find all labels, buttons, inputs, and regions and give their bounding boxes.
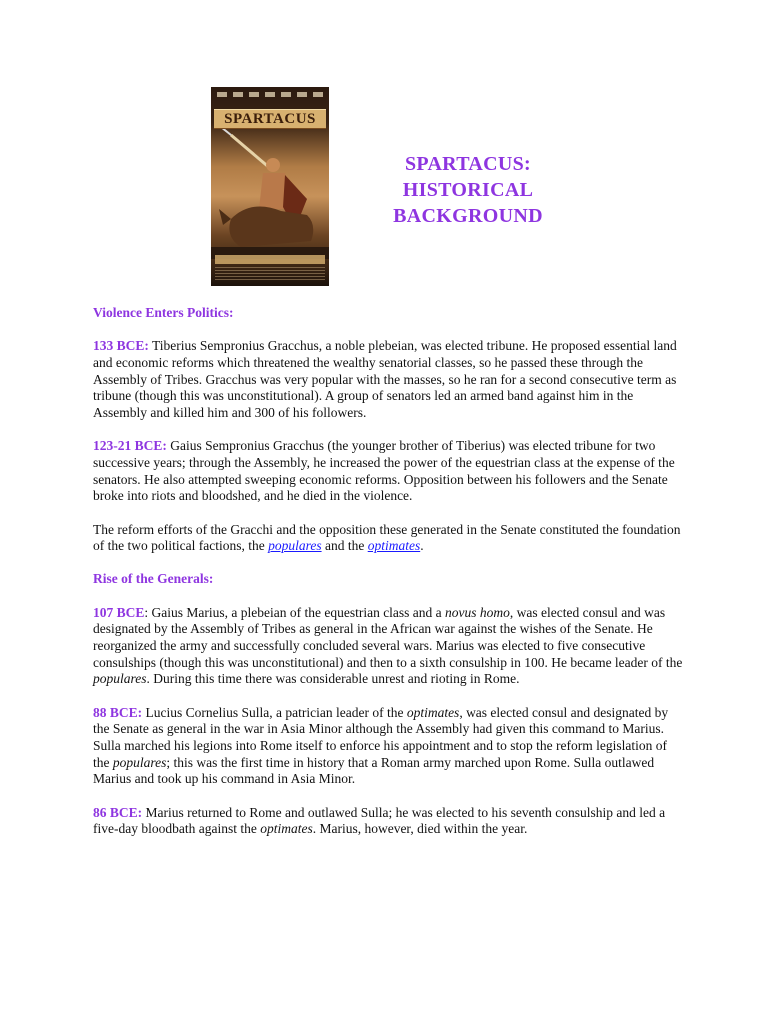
- paragraph-text: . Marius, however, died within the year.: [312, 821, 528, 837]
- optimates-link[interactable]: optimates: [367, 538, 421, 554]
- title-line-3: BACKGROUND: [393, 205, 543, 227]
- italic-term: optimates: [406, 704, 460, 720]
- poster-cast-names: [217, 90, 323, 99]
- paragraph-text: and the: [321, 538, 368, 554]
- italic-term: novus homo: [445, 604, 510, 620]
- paragraph-factions: [93, 522, 683, 555]
- date-label: 107 BCE: [93, 604, 145, 620]
- paragraph-text: Lucius Cornelius Sulla, a patrician leader of the: [142, 704, 407, 720]
- page-title: [358, 151, 578, 229]
- paragraph-text: Gaius Sempronius Gracchus (the younger brother of Tiberius) was elected tribune for two successive years; through the Assembly, he increased the power of the equestrian class at the expense of the senators. He also attempted sweeping economic reforms. Opposition between his followers and the Senate broke into riots and bloodshed, and he died in the violence.: [93, 438, 675, 504]
- paragraph-133-bce: [93, 338, 683, 422]
- paragraph-text: , was elected consul and designated by the Senate as general in the war in Asia Minor although the Assembly had given this command to Marius. Sulla marched his legions into Rome itself to enforce his appointment and to stop the reform legislation of the: [93, 704, 669, 770]
- paragraph-text: ; this was the first time in history that a Roman army marched upon Rome. Sulla outlawed Marius and took up his command in Asia Minor.: [93, 754, 655, 787]
- paragraph-text: .: [420, 538, 424, 554]
- populares-link[interactable]: populares: [268, 538, 322, 554]
- title-line-1: SPARTACUS:: [404, 153, 531, 175]
- paragraph-123-21-bce: [93, 438, 683, 505]
- spartacus-poster-image: [211, 87, 329, 286]
- paragraph-text: Marius returned to Rome and outlawed Sulla; he was elected to his seventh consulship and led a five-day bloodbath against the: [93, 804, 666, 837]
- date-label: 133 BCE:: [93, 338, 149, 354]
- paragraph-text: The reform efforts of the Gracchi and the opposition these generated in the Senate constituted the foundation of the two political factions, the: [93, 521, 681, 554]
- paragraph-text: : Gaius Marius, a plebeian of the equestrian class and a: [144, 604, 446, 620]
- italic-term: optimates: [260, 821, 313, 837]
- title-line-2: HISTORICAL: [402, 179, 534, 201]
- paragraph-88-bce: [93, 705, 683, 789]
- paragraph-text: Tiberius Sempronius Gracchus, a noble plebeian, was elected tribune. He proposed essential land and economic reforms which threatened the wealthy senatorial classes, so he passed these through the Assembly of Tribes. Gracchus was very popular with the masses, so he ran for a second consecutive term as tribune (though this was unconstitutional). A group of senators led an armed band against him in the Assembly and killed him and 300 of his followers.: [93, 338, 677, 421]
- paragraph-text: . During this time there was considerable unrest and rioting in Rome.: [146, 671, 520, 687]
- article-body: [93, 305, 683, 855]
- paragraph-86-bce: [93, 805, 683, 838]
- date-label: 123-21 BCE:: [93, 438, 167, 454]
- date-label: 86 BCE:: [93, 804, 143, 820]
- paragraph-107-bce: [93, 605, 683, 689]
- date-label: 88 BCE:: [93, 704, 143, 720]
- paragraph-text: , was elected consul and was designated by the Assembly of Tribes as general in the African war against the wishes of the Senate. He reorganized the army and successfully concluded several wars. Marius was elected to five consecutive consulships (though this was unconstitutional) and then to a sixth consulship in 100. He became leader of the: [93, 604, 683, 670]
- italic-term: populares: [93, 671, 147, 687]
- poster-credits: [215, 267, 325, 281]
- italic-term: populares: [112, 754, 167, 770]
- section-heading-generals: Rise of the Generals:: [93, 571, 214, 587]
- poster-title: SPARTACUS: [214, 109, 326, 129]
- poster-award-banner: [215, 255, 325, 264]
- section-heading-violence: Violence Enters Politics:: [93, 305, 234, 320]
- poster-gladiator-figure: [211, 129, 329, 259]
